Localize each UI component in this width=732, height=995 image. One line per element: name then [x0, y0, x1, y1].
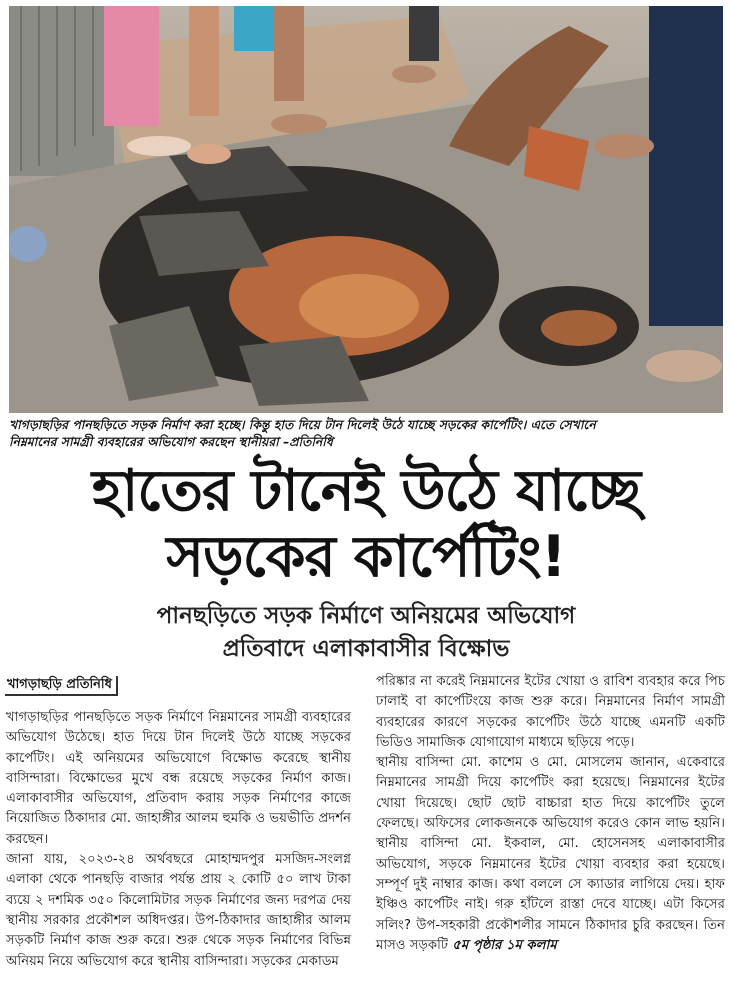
- subheadline: [0, 600, 732, 666]
- article-paragraph-text: স্থানীয় বাসিন্দা মো. কাশেম ও মো. মোসলেম জানান, একেবারে নিম্নমানের সামগ্রী দিয়ে কার্পেটিং করা হয়েছে। নিম্নমানের ইটের খোয়া দিয়েছে। ছোট ছোট বাচ্চারা হাত দিয়ে কার্পেটিং তুলে ফেলছে। অফিসের লোকজনকে অভিযোগ করেও কোন লাভ হয়নি। স্থানীয় বাসিন্দা মো. ইকবাল, মো. হোসেনসহ এলাকাবাসীর অভিযোগ, সড়কে নিম্নমানের ইটের খোয়া ব্যবহার করা হয়েছে। সম্পূর্ণ দুই নাম্বার কাজ। কথা বললে সে ক্যাডার লাগিয়ে দেয়। হাফ ইঞ্চিও কার্পেটিং নাই। গরু হাঁটলে রাস্তা দেবে যাচ্ছে। এটা কিসের সলিং? উপ-সহকারী প্রকৌশলীর সামনে ঠিকাদার চুরি করছেন। তিন মাসও সড়কটি: [376, 755, 725, 953]
- headline-line-2: সড়কের কার্পেটিং!: [166, 524, 566, 590]
- subheadline-line-1: পানছড়িতে সড়ক নির্মাণে অনিয়মের অভিযোগ: [156, 603, 576, 629]
- article-paragraph: জানা যায়, ২০২৩-২৪ অর্থবছরে মোহাম্মদপুর মসজিদ-সংলগ্ন এলাকা থেকে পানছড়ি বাজার পর্যন্ত প্রায় ২ কোটি ৫০ লাখ টাকা ব্যয়ে ২ দশমিক ৩৫০ কিলোমিটার সড়ক নির্মাণের জন্য দরপত্র দেয় স্থানীয় সরকার প্রকৌশল অধিদপ্তর। উপ-ঠিকাদার জাহাঙ্গীর আলম সড়কটি নির্মাণ কাজ শুরু করে। শুরু থেকে সড়ক নির্মাণের বিভিন্ন অনিয়ম নিয়ে অভিযোগ করে স্থানীয় বাসিন্দারা। সড়কের মেকাডম: [6, 852, 351, 969]
- article-paragraph: [376, 753, 725, 956]
- photo-caption: [9, 416, 725, 450]
- subheadline-line-2: প্রতিবাদে এলাকাবাসীর বিক্ষোভ: [222, 636, 510, 662]
- article-column-1: [6, 708, 351, 972]
- byline: খাগড়াছড়ি প্রতিনিধি: [5, 676, 118, 696]
- caption-line-2: নিম্নমানের সামগ্রী ব্যবহারের অভিযোগ করছেন স্থানীয়রা –প্রতিনিধি: [9, 434, 333, 449]
- road-damage-illustration: [9, 6, 723, 413]
- caption-line-1: খাগড়াছড়ির পানছড়িতে সড়ক নির্মাণ করা হচ্ছে। কিন্তু হাত দিয়ে টান দিলেই উঠে যাচ্ছে সড়কের কার্পেটিং। এতে সেখানে: [9, 417, 596, 432]
- article-paragraph: পরিষ্কার না করেই নিম্নমানের ইটের খোয়া ও রাবিশ ব্যবহার করে পিচ ঢালাই বা কার্পেটিংয়ে কাজ শুরু করে। নিম্নমানের নির্মাণ সামগ্রী ব্যবহারের কারণে সড়কের কার্পেটিং উঠে যাচ্ছে এমনটি একটি ভিডিও সামাজিক যোগাযোগ মাধ্যমে ছড়িয়ে পড়ে।: [376, 674, 725, 750]
- news-photo: [9, 6, 723, 413]
- headline: [0, 458, 732, 590]
- article-column-2: [376, 672, 725, 956]
- continuation-link[interactable]: ৫ম পৃষ্ঠার ১ম কলাম: [452, 937, 557, 953]
- wall: [9, 6, 114, 176]
- headline-line-1: হাতের টানেই উঠে যাচ্ছে: [91, 458, 641, 524]
- article-paragraph: খাগড়াছড়ির পানছড়িতে সড়ক নির্মাণে নিম্নমানের সামগ্রী ব্যবহারের অভিযোগ উঠেছে। হাত দিয়ে টান দিলেই উঠে যাচ্ছে সড়কের কার্পেটিং। এই অনিয়মের অভিযোগে বিক্ষোভ করেছে স্থানীয় বাসিন্দারা। বিক্ষোভের মুখে বন্ধ রয়েছে সড়কের নির্মাণ কাজ। এলাকাবাসীর অভিযোগ, প্রতিবাদ করায় সড়ক নির্মাণের কাজে নিয়োজিত ঠিকাদার মো. জাহাঙ্গীর আলম হুমকি ও ভয়ভীতি প্রদর্শন করছেন।: [6, 710, 351, 847]
